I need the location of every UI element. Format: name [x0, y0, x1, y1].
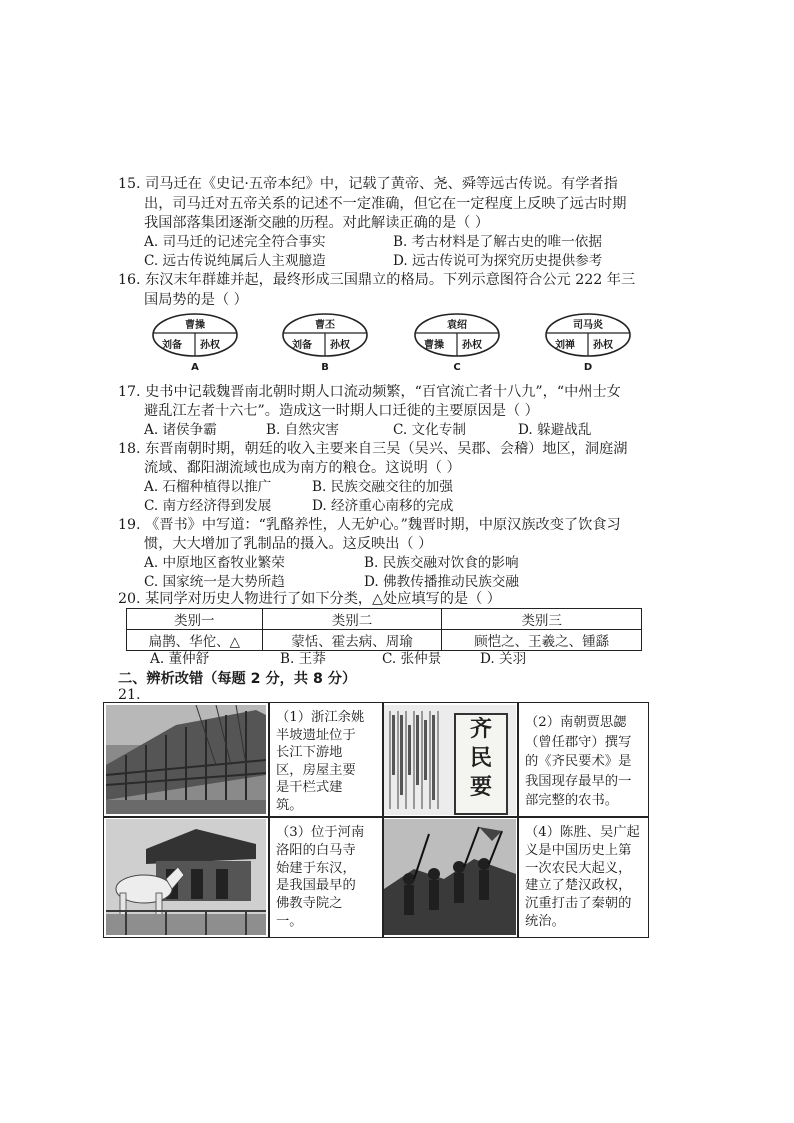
- q20-option-d: D. 关羽: [480, 651, 527, 667]
- statement-line: （4）陈胜、吴广起: [525, 825, 640, 840]
- q19-stem-line2: 惯，大大增加了乳制品的摄入。这反映出（ ）: [144, 536, 433, 552]
- q21-number: 21.: [118, 687, 141, 703]
- pie-label-left: 曹操: [424, 340, 444, 351]
- classification-table: [126, 608, 642, 651]
- statement-line: （1）浙江余姚: [276, 710, 365, 725]
- q17-option-c: C. 文化专制: [393, 422, 466, 438]
- q21-grid: [103, 702, 649, 938]
- q15-stem-line3: 我国部落集团逐渐交融的历程。对此解读正确的是（ ）: [144, 215, 490, 231]
- statement-line: 区，房屋主要: [276, 762, 356, 778]
- q15-stem-line1: 15. 司马迁在《史记·五帝本纪》中，记载了黄帝、尧、舜等远古传说。有学者指: [118, 176, 618, 192]
- q20-option-c: C. 张仲景: [382, 651, 442, 667]
- white-horse-temple-photo: [106, 819, 266, 935]
- statement-line: 统治。: [525, 913, 565, 929]
- q17-option-b: B. 自然灾害: [266, 422, 340, 438]
- q17-option-d: D. 躲避战乱: [518, 422, 592, 438]
- q18-option-c: C. 南方经济得到发展: [144, 498, 272, 514]
- statement-line: 我国现存最早的一: [525, 773, 632, 789]
- q20-option-b: B. 王莽: [280, 651, 326, 667]
- section-title: 二、辨析改错（每题 2 分，共 8 分）: [118, 671, 357, 687]
- q21-statement-4: [519, 819, 648, 935]
- table-cell: 顾恺之、王羲之、锺繇: [442, 630, 642, 651]
- table-cell: 蒙恬、霍去病、周瑜: [262, 630, 442, 651]
- q18-stem-line1: 18. 东晋南朝时期，朝廷的收入主要来自三吴（吴兴、吴郡、会稽）地区，洞庭湖: [118, 441, 628, 457]
- q17-stem-line2: 避乱江左者十六七”。造成这一时期人口迁徙的主要原因是（ ）: [144, 403, 539, 419]
- statement-line: 的《齐民要术》是: [525, 754, 632, 769]
- statement-line: 洛阳的白马寺: [276, 842, 356, 858]
- pie-option-letter: A: [191, 362, 199, 373]
- pie-label-top: 曹操: [185, 320, 205, 331]
- q15-stem-line2: 出，司马迁对五帝关系的记述不一定准确，但它在一定程度上反映了远古时期: [144, 196, 627, 212]
- q18-option-b: B. 民族交融交往的加强: [312, 479, 453, 495]
- table-header-row: [127, 609, 642, 630]
- statement-line: 一次农民大起义，: [525, 860, 632, 876]
- q18-stem-line2: 流域、鄱阳湖流域也成为南方的粮仓。这说明（ ）: [144, 460, 461, 476]
- statement-line: 佛教寺院之: [276, 896, 343, 912]
- q19-option-c: C. 国家统一是大势所趋: [144, 574, 285, 590]
- pie-diagram-b: [280, 312, 370, 376]
- uprising-painting: [384, 819, 516, 935]
- book-title-char: 齐: [469, 716, 492, 742]
- q15-option-b: B. 考古材料是了解古史的唯一依据: [393, 234, 602, 250]
- statement-line: （3）位于河南: [276, 825, 365, 840]
- table-header-cell: 类别一: [127, 609, 263, 630]
- q17-stem-line1: 17. 史书中记载魏晋南北朝时期人口流动频繁，“百官流亡者十八九”，“中州士女: [118, 384, 621, 400]
- q19-option-a: A. 中原地区畜牧业繁荣: [144, 555, 285, 571]
- statement-line: （曾任郡守）撰写: [525, 734, 632, 750]
- statement-line: 义是中国历史上第: [525, 842, 632, 858]
- book-title-char: 民: [469, 745, 492, 771]
- pie-diagram-c: [412, 312, 502, 376]
- pie-diagram-d: [543, 312, 633, 376]
- pie-option-letter: C: [453, 362, 461, 373]
- pie-label-left: 刘禅: [555, 340, 575, 351]
- statement-line: 半坡遗址位于: [276, 727, 356, 743]
- pie-option-letter: D: [583, 362, 593, 373]
- q21-statement-3: [270, 819, 382, 935]
- q19-stem-line1: 19. 《晋书》中写道：“乳酪养性，人无妒心。”魏晋时期，中原汉族改变了饮食习: [118, 517, 621, 533]
- pie-label-right: 孙权: [200, 340, 220, 351]
- table-header-cell: 类别三: [442, 609, 642, 630]
- q19-option-b: B. 民族交融对饮食的影响: [364, 555, 519, 571]
- q16-stem-line1: 16. 东汉末年群雄并起，最终形成三国鼎立的格局。下列示意图符合公元 222 年三: [118, 272, 636, 288]
- statement-line: 部完整的农书。: [525, 793, 619, 808]
- statement-line: 是干栏式建: [276, 780, 343, 795]
- statement-line: （2）南朝贾思勰: [525, 715, 627, 730]
- q18-option-d: D. 经济重心南移的完成: [312, 498, 454, 514]
- q15-option-c: C. 远古传说纯属后人主观臆造: [144, 253, 326, 269]
- q18-option-a: A. 石榴种植得以推广: [144, 479, 272, 495]
- book-title-char: 要: [469, 774, 492, 800]
- q20-stem-line1: 20. 某同学对历史人物进行了如下分类，△处应填写的是（ ）: [118, 591, 501, 607]
- pie-option-letter: B: [321, 362, 329, 373]
- statement-line: 是我国最早的: [276, 878, 356, 894]
- qimin-yaoshu-book-image: [384, 705, 516, 815]
- statement-line: 建立了楚汉政权，: [525, 878, 632, 894]
- statement-line: 筑。: [276, 797, 303, 813]
- q17-option-a: A. 诸侯争霸: [144, 422, 217, 438]
- pie-diagram-a: [150, 312, 240, 376]
- grid-divider: [104, 816, 648, 818]
- statement-line: 长江下游地: [276, 745, 343, 760]
- q20-option-a: A. 董仲舒: [150, 651, 210, 667]
- pie-label-right: 孙权: [593, 340, 613, 351]
- book-cover: [454, 713, 508, 815]
- q21-statement-2: [519, 705, 648, 816]
- q16-stem-line2: 国局势的是（ ）: [144, 292, 248, 308]
- q21-statement-1: [270, 705, 382, 816]
- stilt-house-photo: [106, 705, 266, 814]
- statement-line: 沉重打击了秦朝的: [525, 896, 632, 912]
- pie-label-right: 孙权: [330, 340, 350, 351]
- table-header-cell: 类别二: [262, 609, 442, 630]
- pie-label-left: 刘备: [162, 340, 182, 351]
- table-row: [127, 630, 642, 651]
- statement-line: 一。: [276, 913, 303, 929]
- pie-label-top: 袁绍: [447, 320, 467, 331]
- table-cell: 扁鹊、华佗、△: [127, 630, 263, 651]
- pie-label-right: 孙权: [462, 340, 482, 351]
- q15-option-a: A. 司马迁的记述完全符合事实: [144, 234, 326, 250]
- pie-label-left: 刘备: [292, 340, 312, 351]
- statement-line: 始建于东汉，: [276, 860, 356, 876]
- pie-label-top: 司马炎: [573, 320, 603, 331]
- pie-label-top: 曹丕: [315, 320, 335, 331]
- q15-option-d: D. 远古传说可为探究历史提供参考: [393, 253, 603, 269]
- q19-option-d: D. 佛教传播推动民族交融: [364, 574, 519, 590]
